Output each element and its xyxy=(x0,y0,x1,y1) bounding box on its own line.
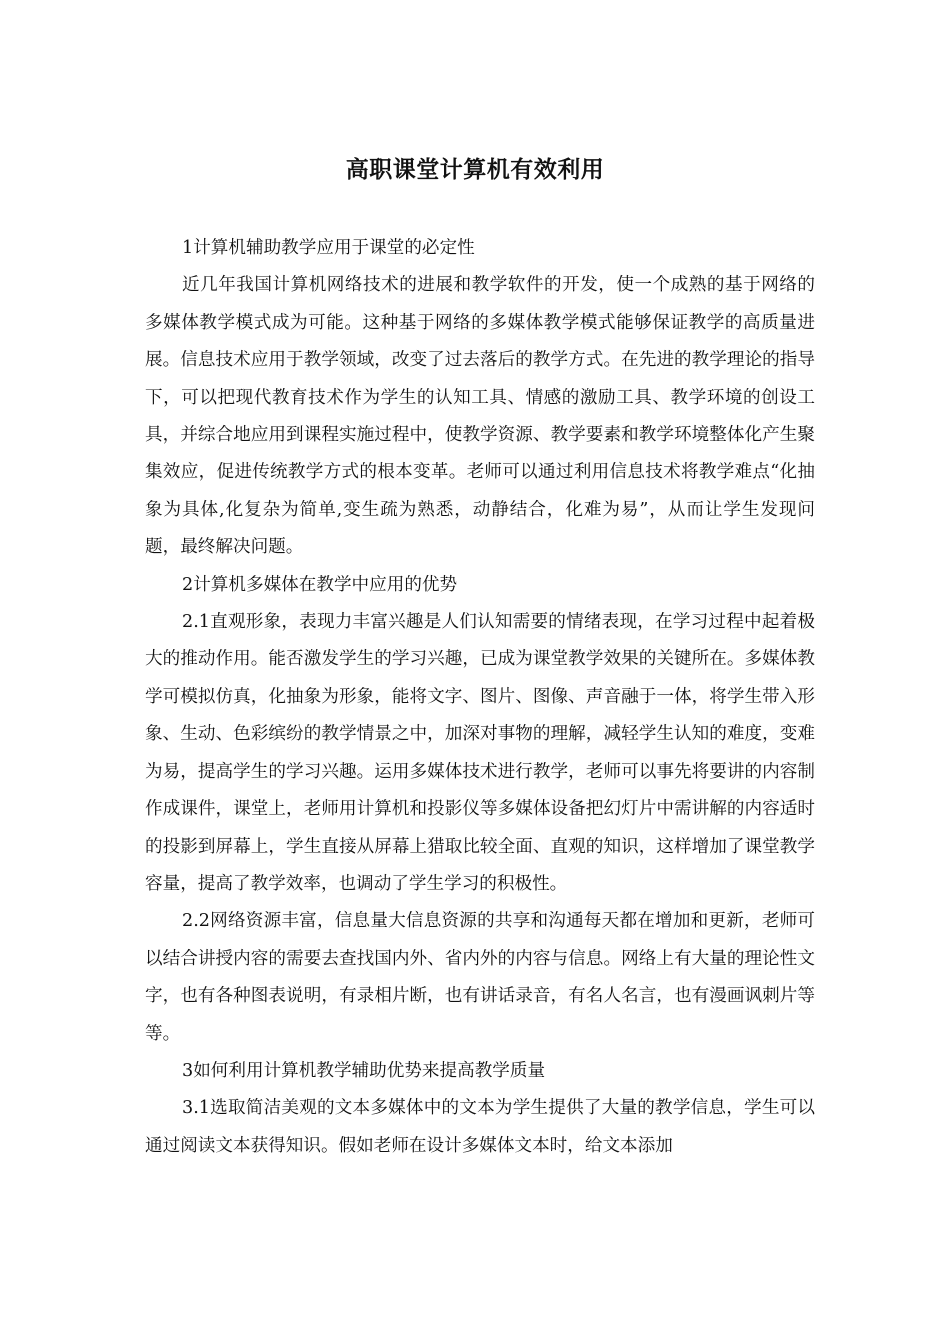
paragraph-2-1: 2.1直观形象，表现力丰富兴趣是人们认知需要的情绪表现，在学习过程中起着极大的推动作用。能否激发学生的学习兴趣，已成为课堂教学效果的关键所在。多媒体教学可模拟仿真，化抽象为形象，能将文字、图片、图像、声音融于一体，将学生带入形象、生动、色彩缤纷的教学情景之中，加深对事物的理解，减轻学生认知的难度，变难为易，提高学生的学习兴趣。运用多媒体技术进行教学，老师可以事先将要讲的内容制作成课件，课堂上，老师用计算机和投影仪等多媒体设备把幻灯片中需讲解的内容适时的投影到屏幕上，学生直接从屏幕上猎取比较全面、直观的知识，这样增加了课堂教学容量，提高了教学效率，也调动了学生学习的积极性。 xyxy=(145,612,815,894)
section-heading-3: 3如何利用计算机教学辅助优势来提高教学质量 xyxy=(182,1060,546,1081)
section-heading-1: 1计算机辅助教学应用于课堂的必定性 xyxy=(182,238,475,258)
document-body xyxy=(145,230,815,1165)
paragraph-3-1: 3.1选取简洁美观的文本多媒体中的文本为学生提供了大量的教学信息，学生可以通过阅读文本获得知识。假如老师在设计多媒体文本时，给文本添加 xyxy=(145,1098,815,1156)
document-title: 高职课堂计算机有效利用 xyxy=(345,156,605,183)
paragraph-2-2: 2.2网络资源丰富，信息量大信息资源的共享和沟通每天都在增加和更新，老师可以结合讲授内容的需要去查找国内外、省内外的内容与信息。网络上有大量的理论性文字，也有各种图表说明，有录相片断，也有讲话录音，有名人名言，也有漫画讽刺片等等。 xyxy=(145,911,815,1044)
paragraph-1: 近几年我国计算机网络技术的进展和教学软件的开发，使一个成熟的基于网络的多媒体教学模式成为可能。这种基于网络的多媒体教学模式能够保证教学的高质量进展。信息技术应用于教学领域，改变了过去落后的教学方式。在先进的教学理论的指导下，可以把现代教育技术作为学生的认知工具、情感的激励工具、教学环境的创设工具，并综合地应用到课程实施过程中，使教学资源、教学要素和教学环境整体化产生聚集效应，促进传统教学方式的根本变革。老师可以通过利用信息技术将教学难点“化抽象为具体,化复杂为简单,变生疏为熟悉，动静结合，化难为易”，从而让学生发现问题，最终解决问题。 xyxy=(145,275,815,558)
section-heading-2: 2计算机多媒体在教学中应用的优势 xyxy=(182,574,458,595)
